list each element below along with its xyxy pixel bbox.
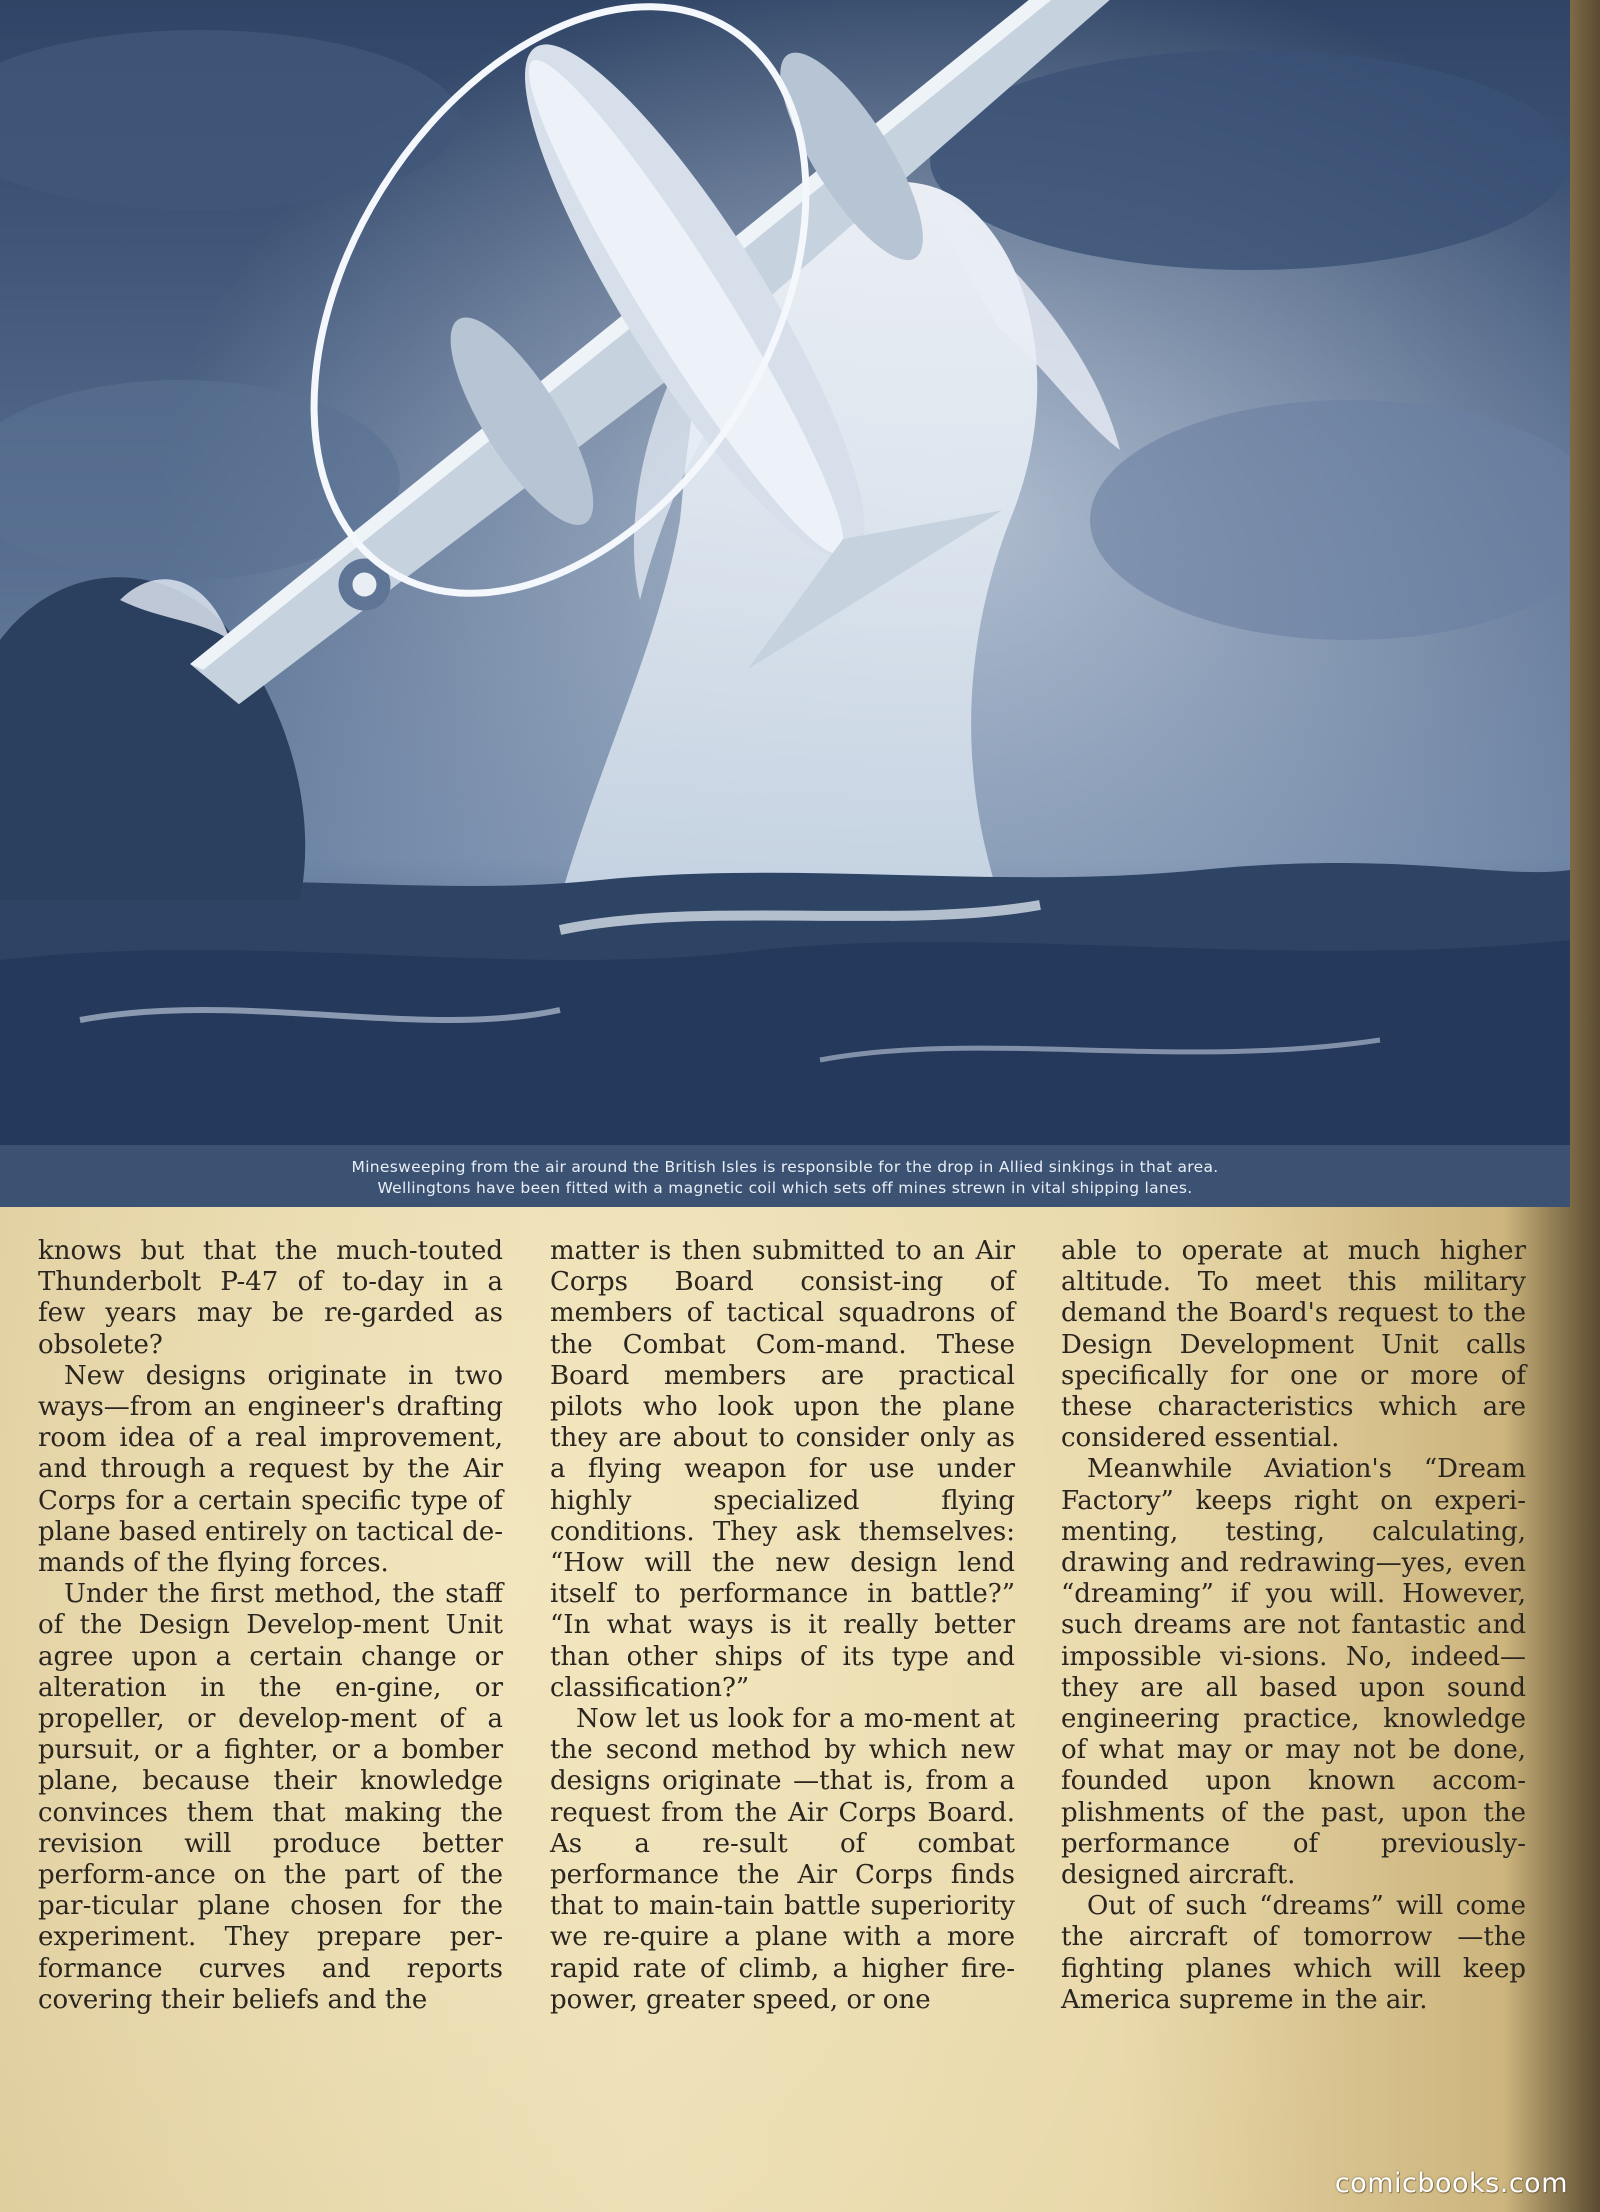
paragraph: able to operate at much higher altitude. To meet this military demand the Board's request to the Design Development Unit calls specifically for one or more of these characteristics which are considered essential. xyxy=(1061,1236,1526,1454)
caption-line-1: Minesweeping from the air around the British Isles is responsible for the drop in Allied sinkings in that area. xyxy=(351,1158,1219,1176)
site-watermark: comicbooks.com xyxy=(1334,2168,1568,2199)
article-column-2 xyxy=(550,1236,1015,2016)
paragraph: New designs originate in two ways—from an engineer's drafting room idea of a real improvement, and through a request by the Air Corps for a certain specific type of plane based entirely on tactical de-mands of the flying forces. xyxy=(38,1360,503,1579)
paragraph: Out of such “dreams” will come the aircraft of tomorrow —the fighting planes which will keep America supreme in the air. xyxy=(1061,1891,1526,2015)
article-column-1 xyxy=(38,1236,503,2016)
article-column-3 xyxy=(1061,1236,1526,2016)
paragraph: Under the first method, the staff of the Design Develop-ment Unit agree upon a certain change or alteration in the en-gine, or propeller, or develop-ment of a pursuit, or a fighter, or a bomber plane, because their knowledge convinces them that making the revision will produce better perform-ance on the part of the par-ticular plane chosen for the experiment. They prepare per-formance curves and reports covering their beliefs and the xyxy=(38,1579,503,2015)
caption-line-2: Wellingtons have been fitted with a magnetic coil which sets off mines strewn in vital shipping lanes. xyxy=(377,1179,1193,1197)
illustration-caption xyxy=(0,1157,1570,1199)
paragraph: Now let us look for a mo-ment at the second method by which new designs originate —that is, from a request from the Air Corps Board. As a re-sult of combat performance the Air Corps finds that to main-tain battle superiority we re-quire a plane with a more rapid rate of climb, a higher fire-power, greater speed, or one xyxy=(550,1704,1015,2015)
paragraph: Meanwhile Aviation's “Dream Factory” keeps right on experi-menting, testing, calculating, drawing and redrawing—yes, even “dreaming” if you will. However, such dreams are not fantastic and impossible vi-sions. No, indeed—they are all based upon sound engineering practice, knowledge of what may or may not be done, founded upon known accom-plishments of the past, upon the performance of previously-designed aircraft. xyxy=(1061,1454,1526,1891)
paragraph: knows but that the much-touted Thunderbolt P-47 of to-day in a few years may be re-garded as obsolete? xyxy=(38,1236,503,1360)
paragraph: matter is then submitted to an Air Corps Board consist-ing of members of tactical squadrons of the Combat Com-mand. These Board members are practical pilots who look upon the plane they are about to consider only as a flying weapon for use under highly specialized flying conditions. They ask themselves: “How will the new design lend itself to performance in battle?” “In what ways is it really better than other ships of its type and classification?” xyxy=(550,1236,1015,1703)
